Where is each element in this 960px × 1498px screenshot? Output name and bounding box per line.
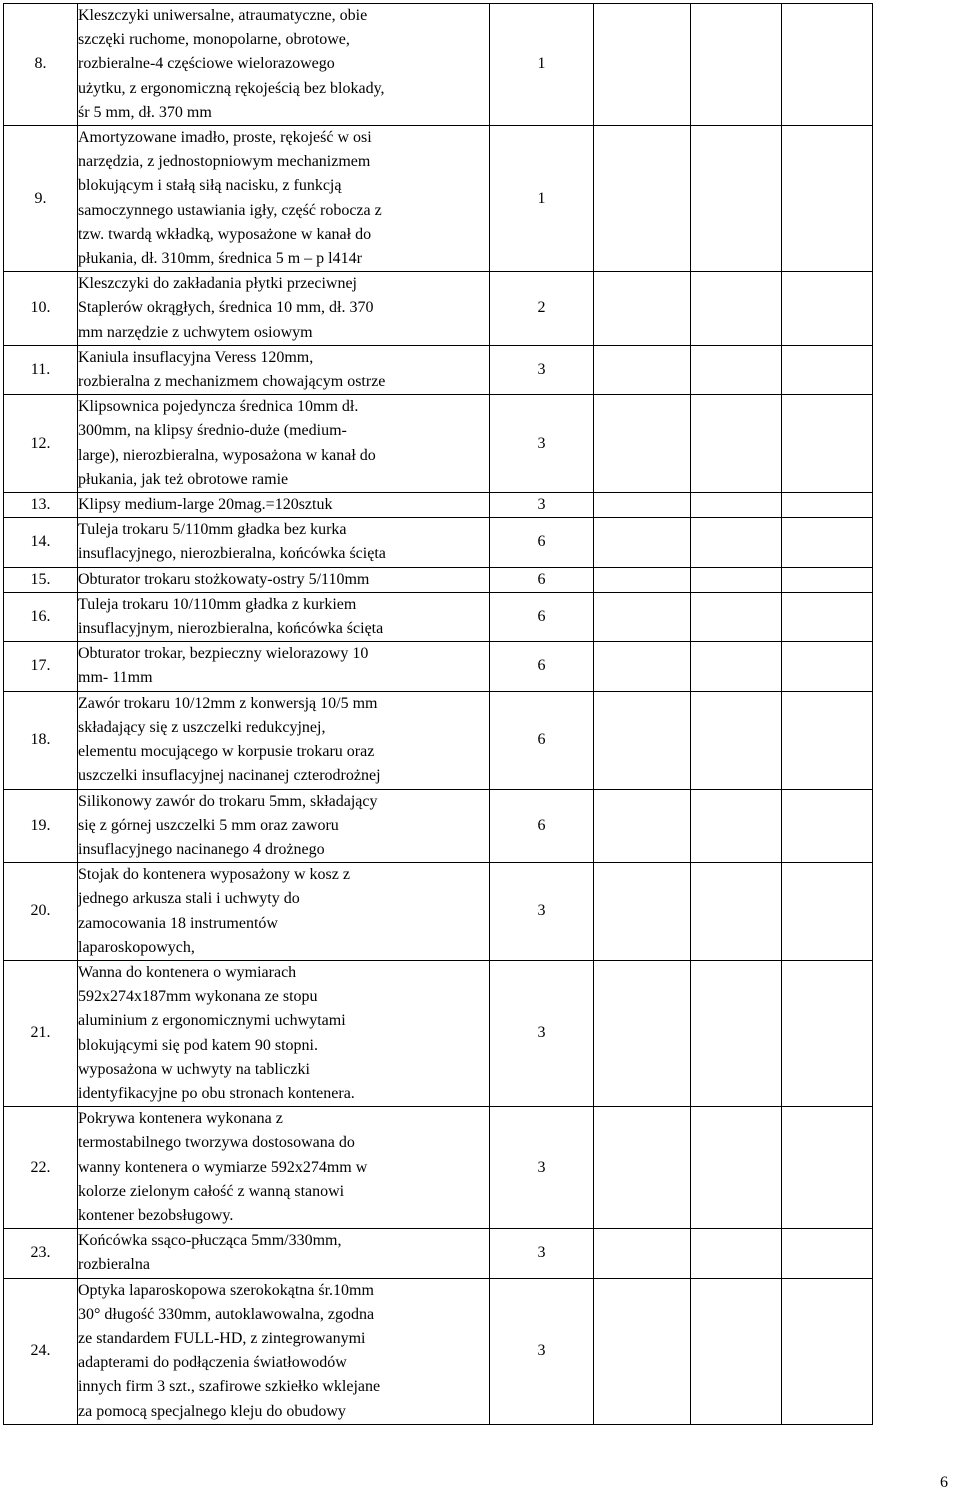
row-description: Tuleja trokaru 10/110mm gładka z kurkiem insuflacyjnym, nierozbieralna, końcówka ścięta — [78, 592, 490, 641]
empty-cell — [691, 960, 782, 1106]
empty-cell — [691, 1107, 782, 1229]
row-number: 20. — [4, 863, 78, 961]
row-quantity: 6 — [490, 518, 594, 567]
row-number: 24. — [4, 1278, 78, 1424]
row-number: 15. — [4, 567, 78, 592]
empty-cell — [594, 592, 691, 641]
row-number: 9. — [4, 126, 78, 272]
row-description: Silikonowy zawór do trokaru 5mm, składający się z górnej uszczelki 5 mm oraz zaworu insuflacyjnego nacinanego 4 drożnego — [78, 789, 490, 863]
row-number: 19. — [4, 789, 78, 863]
empty-cell — [782, 395, 873, 493]
items-table — [3, 3, 873, 1425]
row-number: 23. — [4, 1229, 78, 1278]
empty-cell — [691, 1278, 782, 1424]
table-row — [4, 1229, 873, 1278]
table-row — [4, 1107, 873, 1229]
row-description: Zawór trokaru 10/12mm z konwersją 10/5 mm składający się z uszczelki redukcyjnej, elementu mocującego w korpusie trokaru oraz uszczelki insuflacyjnej nacinanej czterodrożnej — [78, 691, 490, 789]
table-row — [4, 395, 873, 493]
empty-cell — [782, 272, 873, 346]
empty-cell — [782, 691, 873, 789]
row-quantity: 6 — [490, 642, 594, 691]
row-description: Końcówka ssąco-płucząca 5mm/330mm, rozbieralna — [78, 1229, 490, 1278]
empty-cell — [594, 345, 691, 394]
empty-cell — [782, 960, 873, 1106]
empty-cell — [691, 691, 782, 789]
row-quantity: 3 — [490, 493, 594, 518]
row-quantity: 1 — [490, 4, 594, 126]
row-quantity: 3 — [490, 1278, 594, 1424]
row-description: Optyka laparoskopowa szerokokątna śr.10mm 30° długość 330mm, autoklawowalna, zgodna ze standardem FULL-HD, z zintegrowanymi adapterami do podłączenia światłowodów innych firm 3 szt., szafirowe szkiełko wklejane za pomocą specjalnego kleju do obudowy — [78, 1278, 490, 1424]
empty-cell — [782, 345, 873, 394]
empty-cell — [594, 126, 691, 272]
empty-cell — [594, 272, 691, 346]
row-description: Obturator trokar, bezpieczny wielorazowy 10 mm- 11mm — [78, 642, 490, 691]
row-number: 13. — [4, 493, 78, 518]
empty-cell — [594, 789, 691, 863]
page-number: 6 — [940, 1474, 948, 1491]
empty-cell — [691, 4, 782, 126]
row-quantity: 3 — [490, 960, 594, 1106]
empty-cell — [782, 1229, 873, 1278]
empty-cell — [691, 493, 782, 518]
row-quantity: 6 — [490, 691, 594, 789]
row-quantity: 6 — [490, 567, 594, 592]
row-description: Klipsownica pojedyncza średnica 10mm dł. 300mm, na klipsy średnio-duże (medium- large), nierozbieralna, wyposażona w kanał do płukania, jak też obrotowe ramie — [78, 395, 490, 493]
empty-cell — [691, 863, 782, 961]
empty-cell — [691, 518, 782, 567]
table-row — [4, 592, 873, 641]
empty-cell — [691, 126, 782, 272]
row-number: 10. — [4, 272, 78, 346]
empty-cell — [691, 395, 782, 493]
empty-cell — [691, 789, 782, 863]
table-row — [4, 4, 873, 126]
row-quantity: 1 — [490, 126, 594, 272]
row-quantity: 3 — [490, 345, 594, 394]
row-description: Amortyzowane imadło, proste, rękojeść w osi narzędzia, z jednostopniowym mechanizmem blokującym i stałą siłą nacisku, z funkcją samoczynnego ustawiania igły, część robocza z tzw. twardą wkładką, wyposażone w kanał do płukania, dł. 310mm, średnica 5 m – p l414r — [78, 126, 490, 272]
table-row — [4, 960, 873, 1106]
table-row — [4, 345, 873, 394]
table-row — [4, 272, 873, 346]
row-quantity: 6 — [490, 592, 594, 641]
row-number: 21. — [4, 960, 78, 1106]
row-number: 8. — [4, 4, 78, 126]
row-number: 11. — [4, 345, 78, 394]
row-description: Obturator trokaru stożkowaty-ostry 5/110mm — [78, 567, 490, 592]
row-number: 16. — [4, 592, 78, 641]
empty-cell — [594, 863, 691, 961]
empty-cell — [594, 4, 691, 126]
row-description: Wanna do kontenera o wymiarach 592x274x187mm wykonana ze stopu aluminium z ergonomicznymi uchwytami blokującymi się pod katem 90 stopni. wyposażona w uchwyty na tabliczki identyfikacyjne po obu stronach kontenera. — [78, 960, 490, 1106]
empty-cell — [782, 1278, 873, 1424]
row-quantity: 3 — [490, 1107, 594, 1229]
empty-cell — [782, 126, 873, 272]
empty-cell — [782, 1107, 873, 1229]
table-row — [4, 691, 873, 789]
empty-cell — [594, 567, 691, 592]
row-description: Tuleja trokaru 5/110mm gładka bez kurka insuflacyjnego, nierozbieralna, końcówka ścięta — [78, 518, 490, 567]
items-table-body — [4, 4, 873, 1425]
empty-cell — [782, 863, 873, 961]
table-row — [4, 1278, 873, 1424]
row-quantity: 2 — [490, 272, 594, 346]
empty-cell — [782, 789, 873, 863]
empty-cell — [691, 592, 782, 641]
row-quantity: 6 — [490, 789, 594, 863]
empty-cell — [782, 592, 873, 641]
row-number: 14. — [4, 518, 78, 567]
empty-cell — [594, 960, 691, 1106]
row-description: Kleszczyki uniwersalne, atraumatyczne, obie szczęki ruchome, monopolarne, obrotowe, rozbieralne-4 częściowe wielorazowego użytku, z ergonomiczną rękojeścią bez blokady, śr 5 mm, dł. 370 mm — [78, 4, 490, 126]
empty-cell — [782, 518, 873, 567]
empty-cell — [782, 642, 873, 691]
row-description: Klipsy medium-large 20mag.=120sztuk — [78, 493, 490, 518]
empty-cell — [594, 493, 691, 518]
empty-cell — [691, 567, 782, 592]
row-number: 17. — [4, 642, 78, 691]
table-row — [4, 567, 873, 592]
empty-cell — [594, 691, 691, 789]
empty-cell — [691, 642, 782, 691]
empty-cell — [782, 493, 873, 518]
table-row — [4, 518, 873, 567]
empty-cell — [782, 567, 873, 592]
empty-cell — [691, 1229, 782, 1278]
row-description: Pokrywa kontenera wykonana z termostabilnego tworzywa dostosowana do wanny kontenera o wymiarze 592x274mm w kolorze zielonym całość z wanną stanowi kontener bezobsługowy. — [78, 1107, 490, 1229]
empty-cell — [594, 1107, 691, 1229]
table-row — [4, 789, 873, 863]
row-description: Stojak do kontenera wyposażony w kosz z jednego arkusza stali i uchwyty do zamocowania 18 instrumentów laparoskopowych, — [78, 863, 490, 961]
table-row — [4, 126, 873, 272]
empty-cell — [594, 642, 691, 691]
empty-cell — [782, 4, 873, 126]
empty-cell — [594, 1229, 691, 1278]
row-quantity: 3 — [490, 395, 594, 493]
row-number: 12. — [4, 395, 78, 493]
empty-cell — [594, 1278, 691, 1424]
empty-cell — [691, 345, 782, 394]
row-description: Kaniula insuflacyjna Veress 120mm, rozbieralna z mechanizmem chowającym ostrze — [78, 345, 490, 394]
row-quantity: 3 — [490, 1229, 594, 1278]
empty-cell — [691, 272, 782, 346]
table-row — [4, 493, 873, 518]
empty-cell — [594, 395, 691, 493]
row-number: 18. — [4, 691, 78, 789]
table-row — [4, 863, 873, 961]
row-quantity: 3 — [490, 863, 594, 961]
table-row — [4, 642, 873, 691]
row-number: 22. — [4, 1107, 78, 1229]
empty-cell — [594, 518, 691, 567]
row-description: Kleszczyki do zakładania płytki przeciwnej Staplerów okrągłych, średnica 10 mm, dł. 370 mm narzędzie z uchwytem osiowym — [78, 272, 490, 346]
